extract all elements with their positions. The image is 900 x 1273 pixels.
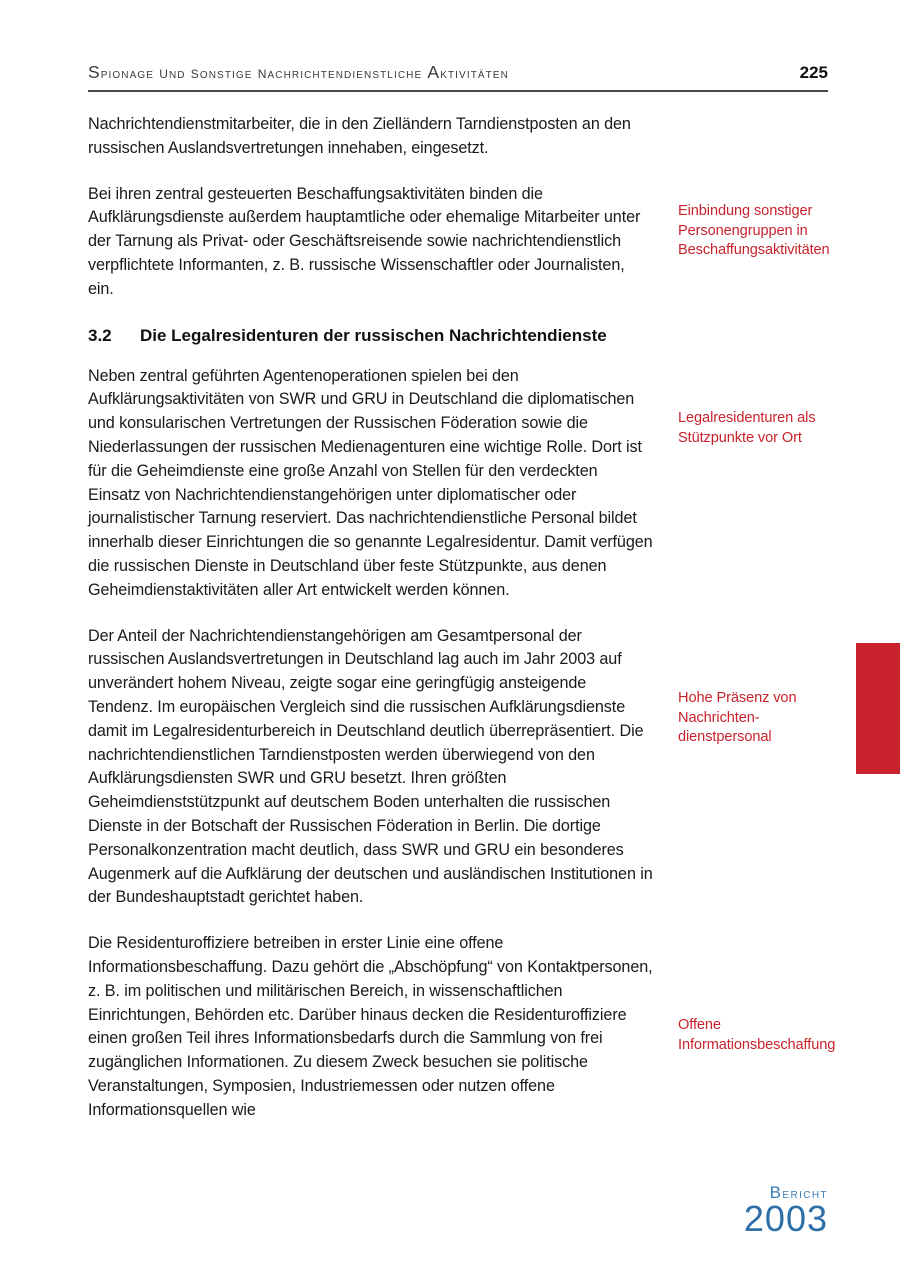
section-number: 3.2 (88, 325, 112, 345)
report-brand (743, 1183, 828, 1239)
page-number: 225 (799, 63, 828, 82)
paragraph: Nachrichtendienstmitarbeiter, die in den Zielländern Tarndienstposten an den russischen Auslandsvertretungen innehaben, eingesetzt. (88, 115, 631, 157)
section-title: Die Legalresidenturen der russischen Nachrichtendienste (140, 325, 607, 345)
paragraph: Neben zentral geführten Agentenoperationen spielen bei den Aufklärungsaktivitäten von SWR und GRU in Deutschland die diplomatischen und konsularischen Vertretungen der Russischen Föderation sowie die Niederlassungen der russischen Medienagenturen eine wichtige Rolle. Dort ist für die Geheimdienste eine große Anzahl von Stellen für den verdeckten Einsatz von Nachrichtendienstangehörigen unter diplomatischer oder journalistischer Tarnung reserviert. Das nachrichtendienstliche Personal bildet innerhalb dieser Einrichtungen die so genannte Legalresidentur. Damit verfügen die russischen Dienste in Deutschland über feste Stützpunkte, aus denen Geheimdienstaktivitäten aller Art entwickelt werden können. (88, 366, 653, 599)
margin-note: Einbindung sonstiger Personengruppen in Beschaffungsaktivitäten (678, 203, 830, 258)
margin-note: Offene Informationsbeschaffung (678, 1017, 836, 1053)
report-year: 2003 (743, 1198, 828, 1239)
page-header (88, 62, 828, 83)
paragraph: Die Residenturoffiziere betreiben in erster Linie eine offene Informationsbeschaffung. Dazu gehört die „Abschöpfung“ von Kontaktpersonen, z. B. im politischen und militärischen Bereich, in wissenschaftlichen Einrichtungen, Behörden etc. Darüber hinaus decken die Residenturoffiziere einen großen Teil ihres Informationsbedarfs durch die Sammlung von frei zugänglichen Informationen. Zu diesem Zweck besuchen sie politische Veranstaltungen, Symposien, Industriemessen oder nutzen offene Informationsquellen wie (88, 934, 653, 1119)
main-text-column (88, 113, 653, 1144)
margin-note: Legalresidenturen als Stützpunkte vor Ort (678, 410, 816, 446)
header-divider (88, 90, 828, 92)
section-heading (88, 324, 653, 347)
running-title: Spionage und sonstige nachrichtendienstliche Aktivitäten (88, 62, 509, 82)
report-label: Bericht (769, 1183, 828, 1202)
chapter-tab-marker (856, 643, 900, 774)
paragraph: Der Anteil der Nachrichtendienstangehörigen am Gesamtpersonal der russischen Auslandsvertretungen in Deutschland lag auch im Jahr 2003 auf unverändert hohem Niveau, zeigte sogar eine geringfügig ansteigende Tendenz. Im europäischen Vergleich sind die russischen Aufklärungsdienste damit im Legalresidenturbereich in Deutschland deutlich überrepräsentiert. Die nachrichtendienstlichen Tarndienstposten werden überwiegend von den Aufklärungsdiensten SWR und GRU besetzt. Ihren größten Geheimdienststützpunkt auf deutschem Boden unterhalten die russischen Dienste in der Botschaft der Russischen Föderation in Berlin. Die dortige Personalkonzentration macht deutlich, dass SWR und GRU ein besonderes Augenmerk auf die Aufklärung der deutschen und ausländischen Institutionen in der Bundeshauptstadt gerichtet haben. (88, 626, 653, 907)
margin-note: Hohe Präsenz von Nachrichten-dienstpersonal (678, 690, 797, 745)
paragraph: Bei ihren zentral gesteuerten Beschaffungsaktivitäten binden die Aufklärungsdienste außerdem hauptamtliche oder ehemalige Mitarbeiter unter der Tarnung als Privat- oder Geschäftsreisende sowie nachrichtendienstlich verpflichtete Informanten, z. B. russische Wissenschaftler oder Journalisten, ein. (88, 184, 641, 298)
